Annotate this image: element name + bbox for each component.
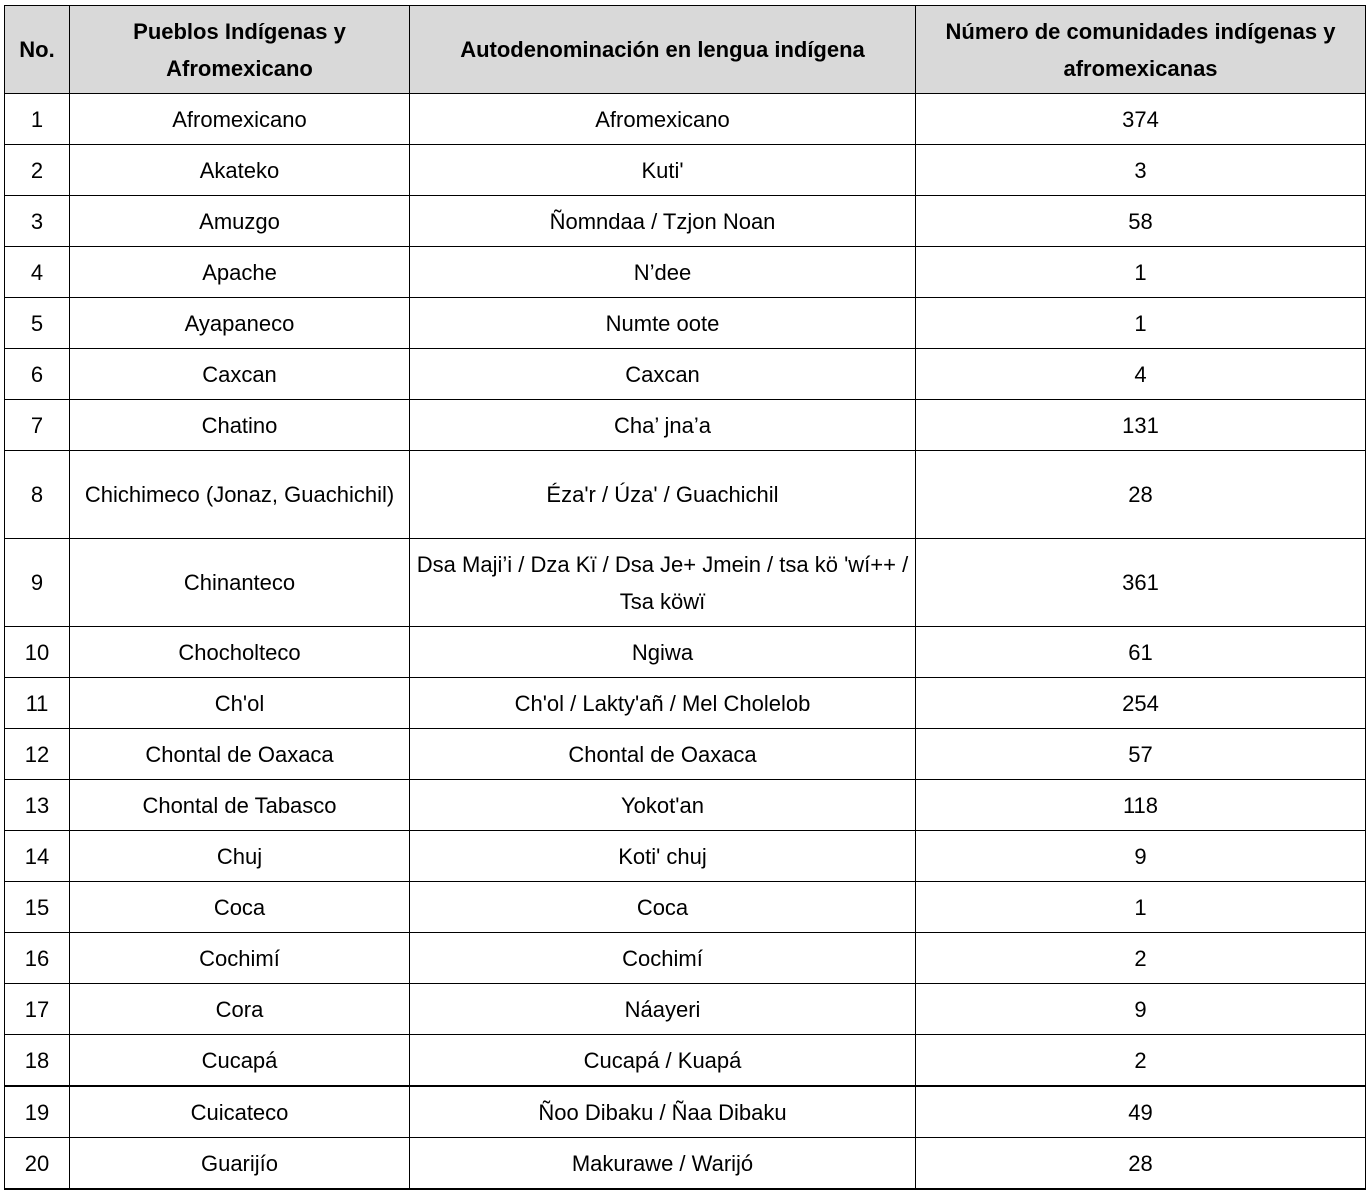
row-comunidades: 9	[916, 984, 1366, 1035]
row-comunidades: 58	[916, 196, 1366, 247]
row-pueblo: Apache	[70, 247, 410, 298]
row-pueblo: Chichimeco (Jonaz, Guachichil)	[70, 451, 410, 539]
row-pueblo: Caxcan	[70, 349, 410, 400]
row-autodenominacion: Makurawe / Warijó	[410, 1138, 916, 1190]
row-pueblo: Chontal de Oaxaca	[70, 729, 410, 780]
row-number: 8	[5, 451, 70, 539]
header-number: No.	[5, 6, 70, 94]
table-row	[5, 349, 1366, 400]
row-number: 11	[5, 678, 70, 729]
row-number: 3	[5, 196, 70, 247]
row-autodenominacion: Coca	[410, 882, 916, 933]
row-autodenominacion: Ch'ol / Lakty'añ / Mel Cholelob	[410, 678, 916, 729]
row-pueblo: Akateko	[70, 145, 410, 196]
row-pueblo: Chinanteco	[70, 539, 410, 627]
row-comunidades: 1	[916, 298, 1366, 349]
row-pueblo: Cochimí	[70, 933, 410, 984]
row-number: 2	[5, 145, 70, 196]
row-pueblo: Coca	[70, 882, 410, 933]
table-row	[5, 1138, 1366, 1190]
row-pueblo: Chuj	[70, 831, 410, 882]
row-pueblo: Afromexicano	[70, 94, 410, 145]
table-row	[5, 627, 1366, 678]
row-comunidades: 254	[916, 678, 1366, 729]
row-number: 14	[5, 831, 70, 882]
row-pueblo: Chatino	[70, 400, 410, 451]
table-row	[5, 882, 1366, 933]
table-row	[5, 400, 1366, 451]
row-comunidades: 28	[916, 1138, 1366, 1190]
row-pueblo: Chocholteco	[70, 627, 410, 678]
row-comunidades: 9	[916, 831, 1366, 882]
table-row	[5, 831, 1366, 882]
header-autodenominacion: Autodenominación en lengua indígena	[410, 6, 916, 94]
row-pueblo: Cucapá	[70, 1035, 410, 1087]
table-row	[5, 247, 1366, 298]
row-autodenominacion: Cucapá / Kuapá	[410, 1035, 916, 1087]
row-number: 16	[5, 933, 70, 984]
table-row	[5, 678, 1366, 729]
row-autodenominacion: Koti' chuj	[410, 831, 916, 882]
table-row	[5, 94, 1366, 145]
table-header-row	[5, 6, 1366, 94]
row-pueblo: Amuzgo	[70, 196, 410, 247]
header-comunidades: Número de comunidades indígenas y afromexicanas	[916, 6, 1366, 94]
row-autodenominacion: Numte oote	[410, 298, 916, 349]
row-comunidades: 1	[916, 247, 1366, 298]
row-comunidades: 374	[916, 94, 1366, 145]
row-number: 17	[5, 984, 70, 1035]
row-number: 1	[5, 94, 70, 145]
row-comunidades: 3	[916, 145, 1366, 196]
row-autodenominacion: N’dee	[410, 247, 916, 298]
row-number: 12	[5, 729, 70, 780]
row-number: 18	[5, 1035, 70, 1087]
row-number: 10	[5, 627, 70, 678]
header-pueblo: Pueblos Indígenas y Afromexicano	[70, 6, 410, 94]
row-comunidades: 28	[916, 451, 1366, 539]
row-comunidades: 1	[916, 882, 1366, 933]
row-pueblo: Chontal de Tabasco	[70, 780, 410, 831]
row-autodenominacion: Cochimí	[410, 933, 916, 984]
table-row	[5, 145, 1366, 196]
row-comunidades: 4	[916, 349, 1366, 400]
table-row	[5, 1035, 1366, 1087]
row-pueblo: Ayapaneco	[70, 298, 410, 349]
row-pueblo: Cuicateco	[70, 1086, 410, 1138]
row-autodenominacion: Chontal de Oaxaca	[410, 729, 916, 780]
row-autodenominacion: Dsa Maji’i / Dza Kï / Dsa Je+ Jmein / tsa kö 'wí++ / Tsa köwï	[410, 539, 916, 627]
table-row	[5, 984, 1366, 1035]
row-comunidades: 49	[916, 1086, 1366, 1138]
row-number: 20	[5, 1138, 70, 1190]
row-comunidades: 131	[916, 400, 1366, 451]
row-pueblo: Guarijío	[70, 1138, 410, 1190]
row-autodenominacion: Éza'r / Úza' / Guachichil	[410, 451, 916, 539]
row-number: 15	[5, 882, 70, 933]
table-row	[5, 780, 1366, 831]
row-autodenominacion: Caxcan	[410, 349, 916, 400]
table-row	[5, 451, 1366, 539]
row-number: 4	[5, 247, 70, 298]
row-number: 13	[5, 780, 70, 831]
row-number: 9	[5, 539, 70, 627]
table-row	[5, 729, 1366, 780]
row-autodenominacion: Ngiwa	[410, 627, 916, 678]
row-autodenominacion: Yokot'an	[410, 780, 916, 831]
row-number: 5	[5, 298, 70, 349]
row-comunidades: 2	[916, 933, 1366, 984]
row-number: 6	[5, 349, 70, 400]
row-pueblo: Ch'ol	[70, 678, 410, 729]
row-comunidades: 61	[916, 627, 1366, 678]
row-autodenominacion: Kuti'	[410, 145, 916, 196]
row-comunidades: 57	[916, 729, 1366, 780]
row-number: 7	[5, 400, 70, 451]
row-autodenominacion: Ñomndaa / Tzjon Noan	[410, 196, 916, 247]
row-comunidades: 361	[916, 539, 1366, 627]
communities-table	[4, 5, 1366, 1190]
row-autodenominacion: Ñoo Dibaku / Ñaa Dibaku	[410, 1086, 916, 1138]
table-row	[5, 298, 1366, 349]
row-pueblo: Cora	[70, 984, 410, 1035]
row-autodenominacion: Náayeri	[410, 984, 916, 1035]
table-row	[5, 539, 1366, 627]
table-row	[5, 1086, 1366, 1138]
row-autodenominacion: Afromexicano	[410, 94, 916, 145]
table-row	[5, 196, 1366, 247]
row-number: 19	[5, 1086, 70, 1138]
row-autodenominacion: Cha’ jna’a	[410, 400, 916, 451]
table-row	[5, 933, 1366, 984]
row-comunidades: 2	[916, 1035, 1366, 1087]
row-comunidades: 118	[916, 780, 1366, 831]
